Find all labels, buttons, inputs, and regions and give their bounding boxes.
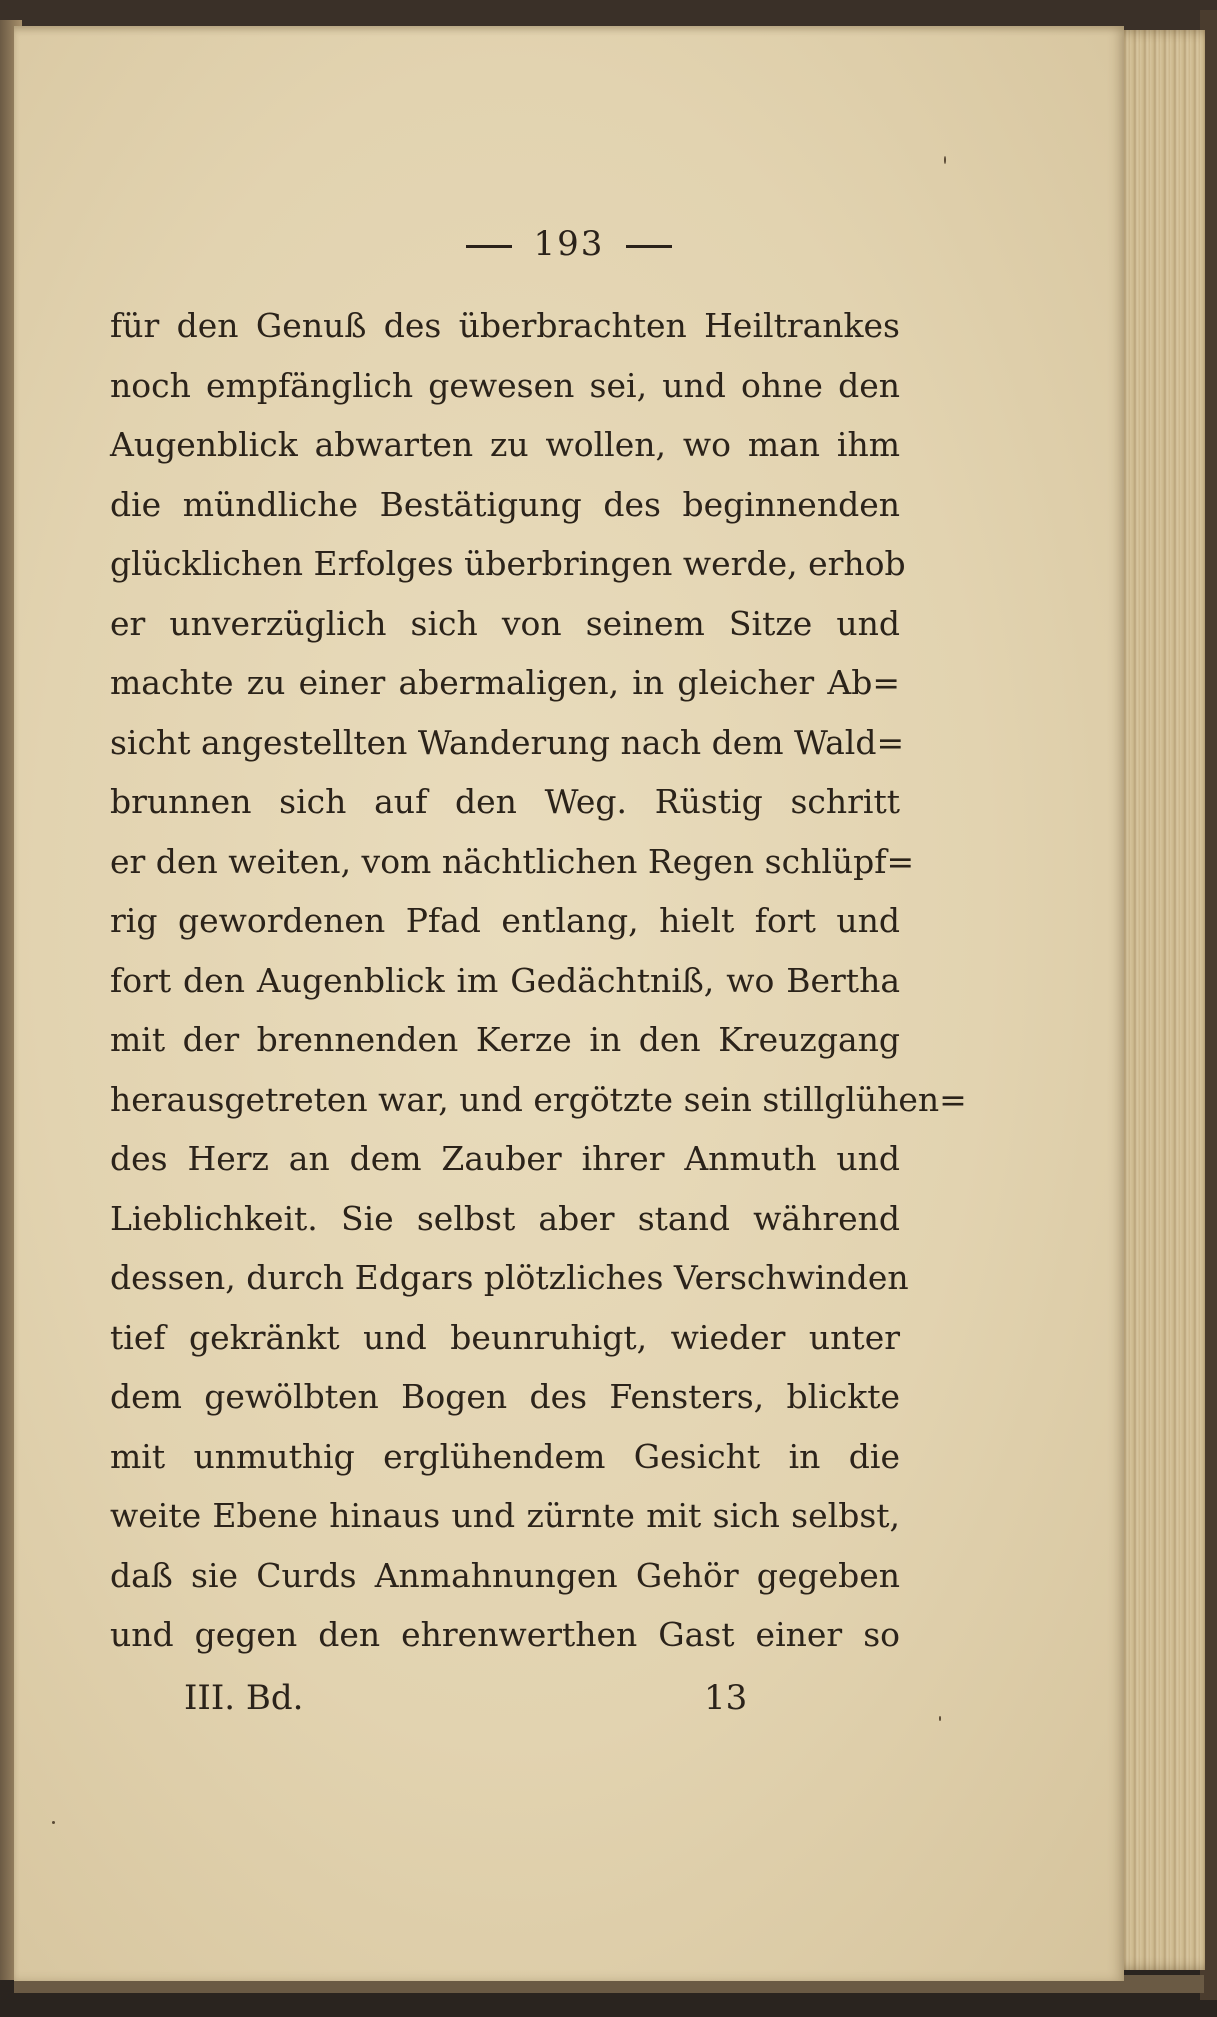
text-line: tief gekränkt und beunruhigt, wieder unter xyxy=(110,1317,900,1357)
paper-speck xyxy=(939,1716,941,1721)
page-fore-edge xyxy=(1110,30,1205,1970)
text-line: mit unmuthig erglühendem Gesicht in die xyxy=(110,1436,900,1476)
text-line: Augenblick abwarten zu wollen, wo man ihm xyxy=(110,425,900,464)
paper-speck xyxy=(944,156,946,164)
paper-speck xyxy=(52,1821,55,1824)
text-line: herausgetreten war, und ergötzte sein stillglühen= xyxy=(110,1079,967,1119)
text-line: rig gewordenen Pfad entlang, hielt fort und xyxy=(110,901,900,940)
page-number: 193 xyxy=(533,224,605,264)
book-page xyxy=(14,26,1124,1981)
text-line: brunnen sich auf den Weg. Rüstig schritt xyxy=(110,782,900,821)
text-line: des Herz an dem Zauber ihrer Anmuth und xyxy=(110,1139,900,1178)
text-line: er unverzüglich sich von seinem Sitze und xyxy=(110,603,900,643)
header-dash-right xyxy=(626,245,672,248)
text-line: fort den Augenblick im Gedächtniß, wo Bertha xyxy=(110,960,900,1000)
text-line: daß sie Curds Anmahnungen Gehör gegeben xyxy=(110,1555,900,1595)
text-line: und gegen den ehrenwerthen Gast einer so xyxy=(110,1615,900,1654)
text-line: noch empfänglich gewesen sei, und ohne den xyxy=(110,365,900,405)
text-line: weite Ebene hinaus und zürnte mit sich selbst, xyxy=(110,1496,900,1535)
text-line: glücklichen Erfolges überbringen werde, erhob xyxy=(110,544,906,583)
text-line: Lieblichkeit. Sie selbst aber stand während xyxy=(110,1198,900,1238)
text-line: mit der brennenden Kerze in den Kreuzgang xyxy=(110,1020,900,1059)
text-line: dessen, durch Edgars plötzliches Verschwinden xyxy=(110,1258,909,1297)
text-line: die mündliche Bestätigung des beginnenden xyxy=(110,484,900,524)
header-dash-left xyxy=(466,245,512,248)
text-line: für den Genuß des überbrachten Heiltrankes xyxy=(110,306,900,345)
text-line: sicht angestellten Wanderung nach dem Wald= xyxy=(110,722,905,762)
footer-sheet-number: 13 xyxy=(704,1678,748,1718)
text-line: er den weiten, vom nächtlichen Regen schlüpf= xyxy=(110,841,915,881)
text-line: dem gewölbten Bogen des Fensters, blickte xyxy=(110,1377,900,1416)
page-header xyxy=(14,224,1124,264)
text-line: machte zu einer abermaligen, in gleicher Ab= xyxy=(110,663,900,702)
body-text xyxy=(110,296,967,1665)
footer-signature: III. Bd. xyxy=(184,1678,304,1718)
